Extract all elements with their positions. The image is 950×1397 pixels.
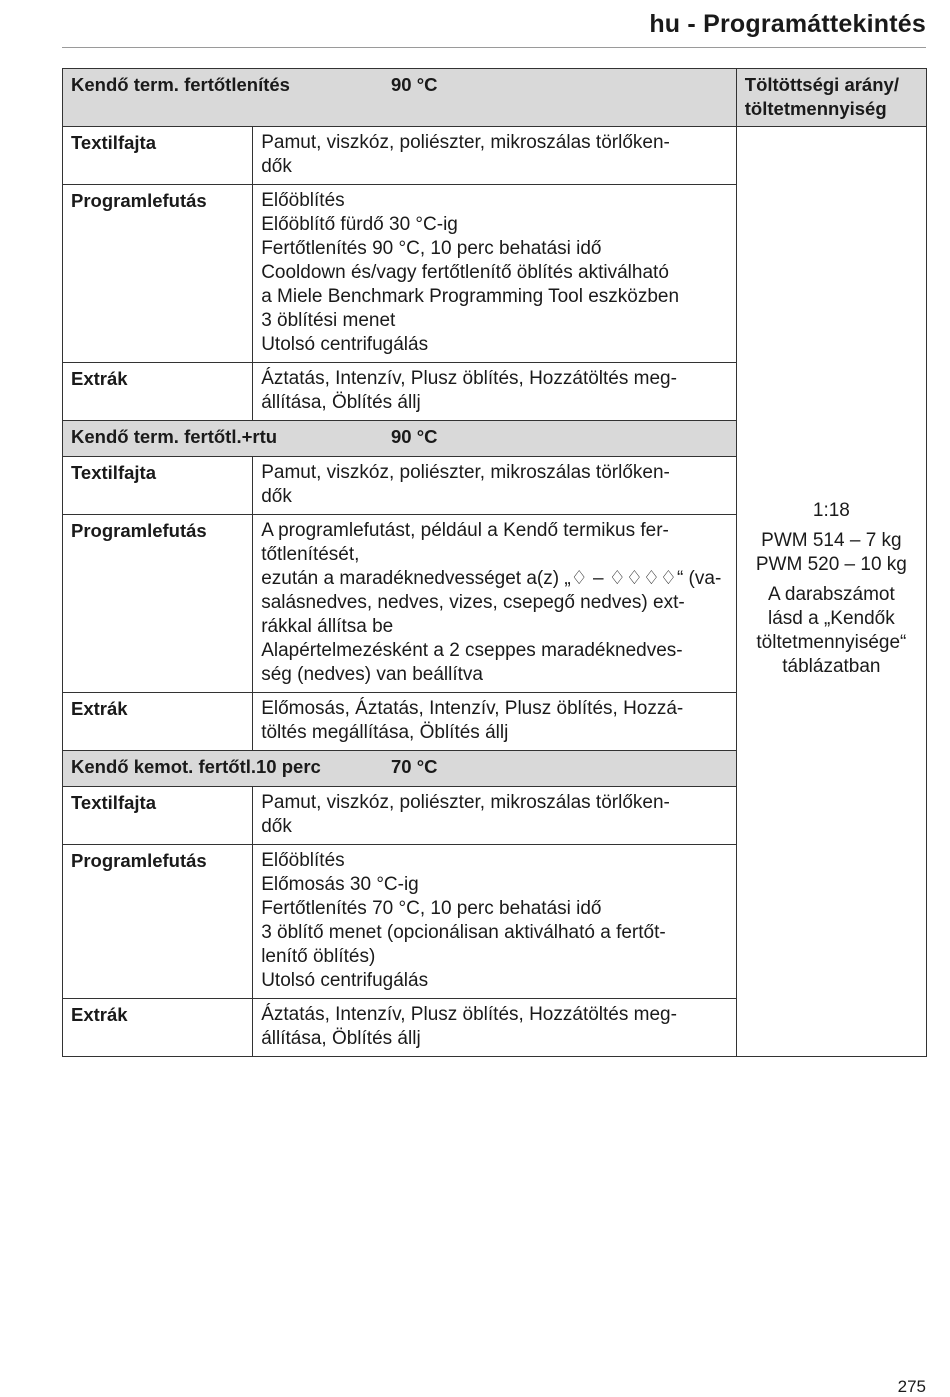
row-value-line: Előöblítő fürdő 30 °C-ig xyxy=(261,214,458,235)
row-value xyxy=(253,457,737,515)
row-value-line: A programlefutást, például a Kendő termikus fer- xyxy=(261,520,669,541)
table-row xyxy=(63,127,927,185)
load-ratio: 1:18 xyxy=(812,499,850,521)
section-header xyxy=(63,421,737,457)
row-label: Programlefutás xyxy=(63,185,253,363)
row-value-line: tőtlenítését, xyxy=(261,544,360,565)
row-value-line: ség (nedves) van beállítva xyxy=(261,664,483,685)
section-header xyxy=(63,69,737,127)
row-value xyxy=(253,515,737,693)
program-temperature: 90 °C xyxy=(391,74,438,95)
row-value-line: Pamut, viszkóz, poliészter, mikroszálas törlőken- xyxy=(261,792,670,813)
row-label: Extrák xyxy=(63,693,253,751)
row-value xyxy=(253,363,737,421)
header-divider xyxy=(62,47,926,48)
load-note xyxy=(741,583,922,679)
program-temperature: 90 °C xyxy=(391,426,438,447)
row-value-line: rákkal állítsa be xyxy=(261,616,394,637)
program-name: Kendő term. fertőtl.+rtu xyxy=(71,426,278,447)
row-value-line: Utolsó centrifugálás xyxy=(261,970,429,991)
row-value-line: Előöblítés xyxy=(261,850,345,871)
row-label: Extrák xyxy=(63,363,253,421)
load-note-line: töltetmennyisége“ xyxy=(756,631,907,653)
row-value-line: Fertőtlenítés 70 °C, 10 perc behatási idő xyxy=(261,898,602,919)
row-value xyxy=(253,185,737,363)
row-value-line: dők xyxy=(261,156,292,177)
load-ratio-header-line: Töltöttségi arány/ xyxy=(744,74,899,95)
row-value-line: dők xyxy=(261,816,292,837)
row-value-line: Előöblítés xyxy=(261,190,345,211)
row-value xyxy=(253,999,737,1057)
load-note-line: A darabszámot xyxy=(768,583,895,605)
row-value-line: Cooldown és/vagy fertőtlenítő öblítés aktiválható xyxy=(261,262,669,283)
row-value-line: töltés megállítása, Öblítés állj xyxy=(261,722,509,743)
row-value-line: ezután a maradéknedvességet a(z) „♢ – ♢♢♢♢“ (va- xyxy=(261,568,722,589)
row-value-line: Fertőtlenítés 90 °C, 10 perc behatási idő xyxy=(261,238,602,259)
row-label: Textilfajta xyxy=(63,787,253,845)
load-ratio-header-line: töltetmennyiség xyxy=(744,98,887,119)
page-title: hu - Programáttekintés xyxy=(649,10,926,38)
row-value-line: 3 öblítő menet (opcionálisan aktiválható a fertőt- xyxy=(261,922,666,943)
program-table xyxy=(62,68,927,1057)
load-note-line: táblázatban xyxy=(782,655,881,677)
row-value xyxy=(253,127,737,185)
program-name: Kendő kemot. fertőtl.10 perc xyxy=(71,756,321,777)
page-number: 275 xyxy=(897,1377,926,1396)
row-label: Textilfajta xyxy=(63,457,253,515)
row-value xyxy=(253,693,737,751)
row-value-line: Áztatás, Intenzív, Plusz öblítés, Hozzátöltés meg- xyxy=(261,368,677,389)
row-value-line: lenítő öblítés) xyxy=(261,946,376,967)
row-label: Programlefutás xyxy=(63,845,253,999)
row-value-line: a Miele Benchmark Programming Tool eszközben xyxy=(261,286,680,307)
section-header xyxy=(63,751,737,787)
program-name: Kendő term. fertőtlenítés xyxy=(71,74,290,95)
row-value xyxy=(253,845,737,999)
capacity-item: PWM 520 – 10 kg xyxy=(755,553,907,575)
row-value-line: Áztatás, Intenzív, Plusz öblítés, Hozzátöltés meg- xyxy=(261,1004,677,1025)
row-value-line: 3 öblítési menet xyxy=(261,310,396,331)
load-ratio-info xyxy=(736,127,926,1057)
capacity-item: PWM 514 – 7 kg xyxy=(761,529,902,551)
load-note-line: lásd a „Kendők xyxy=(768,607,895,629)
row-value xyxy=(253,787,737,845)
row-value-line: dők xyxy=(261,486,292,507)
row-value-line: Pamut, viszkóz, poliészter, mikroszálas törlőken- xyxy=(261,132,670,153)
section-header-row xyxy=(63,69,927,127)
row-label: Extrák xyxy=(63,999,253,1057)
row-value-line: Előmosás, Áztatás, Intenzív, Plusz öblítés, Hozzá- xyxy=(261,698,684,719)
row-value-line: Előmosás 30 °C-ig xyxy=(261,874,419,895)
row-value-line: Utolsó centrifugálás xyxy=(261,334,429,355)
row-label: Textilfajta xyxy=(63,127,253,185)
row-value-line: salásnedves, nedves, vizes, csepegő nedves) ext- xyxy=(261,592,685,613)
row-label: Programlefutás xyxy=(63,515,253,693)
row-value-line: állítása, Öblítés állj xyxy=(261,1028,421,1049)
row-value-line: Alapértelmezésként a 2 cseppes maradéknedves- xyxy=(261,640,683,661)
row-value-line: állítása, Öblítés állj xyxy=(261,392,421,413)
capacity-list xyxy=(741,529,922,577)
load-ratio-header xyxy=(736,69,926,127)
program-temperature: 70 °C xyxy=(391,756,438,777)
row-value-line: Pamut, viszkóz, poliészter, mikroszálas törlőken- xyxy=(261,462,670,483)
